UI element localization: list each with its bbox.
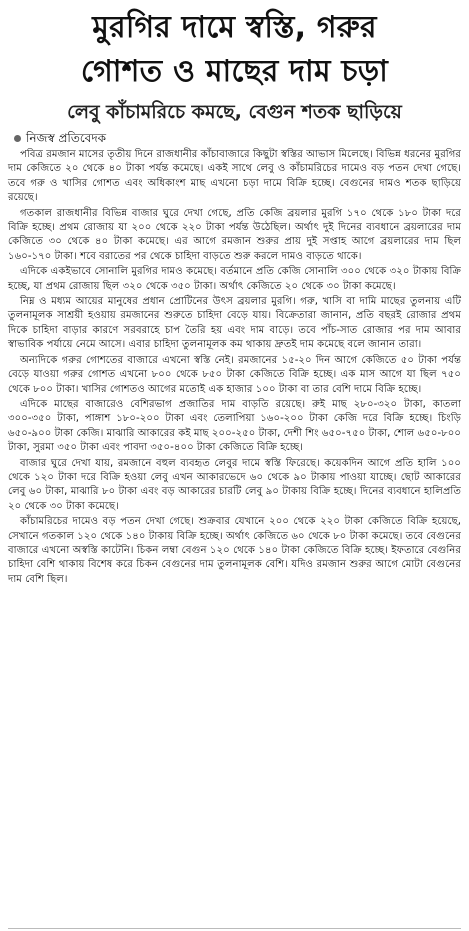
bullet-icon (14, 135, 21, 142)
subheadline: লেবু কাঁচামরিচে কমছে, বেগুন শতক ছাড়িয়ে (67, 101, 402, 123)
headline-line-2: গোশত ও মাছের দাম চড়া (80, 54, 389, 89)
paragraph-5: অন্যদিকে গরুর গোশতের বাজারে এখনো স্বস্তি নেই। রমজানের ১৫-২০ দিন আগে কেজিতে ৫০ টাকা পর্যন্ত বেড়ে যাওয়া গরুর গোশত এখনো ৮০০ থেকে ৮৫০ টাকা কেজিতে বিক্রি হচ্ছে। এক মাস আগে যা ছিল ৭৫০ থেকে ৮০০ টাকা। খাসির গোশতও আগের মতোই এক হাজার ১০০ টাকা বা তার বেশি দামে বিক্রি হচ্ছে। (8, 354, 461, 395)
paragraph-3: এদিকে একইভাবে সোনালি মুরগির দামও কমেছে। বর্তমানে প্রতি কেজি সোনালি ৩০০ থেকে ৩২০ টাকায় বিক্রি হচ্ছে, যা প্রথম রোজায় ছিল ৩২০ থেকে ৩৫০ টাকা। অর্থাৎ কেজিতে ২০ থেকে ৩০ টাকা কমেছে। (8, 266, 461, 292)
paragraph-2: গতকাল রাজধানীর বিভিন্ন বাজার ঘুরে দেখা গেছে, প্রতি কেজি ব্রয়লার মুরগি ১৭০ থেকে ১৮০ টাকা দরে বিক্রি হচ্ছে। প্রথম রোজায় যা ২০০ থেকে ২২০ টাকা পর্যন্ত উঠেছিল। অর্থাৎ দুই দিনের ব্যবধানে ব্রয়লারের দাম কেজিতে ৩০ থেকে ৪০ টাকা কমেছে। এর আগে রমজান শুরুর প্রায় দুই সপ্তাহ আগে ব্রয়লারের দাম ছিল ১৬০-১৭০ টাকা। শবে বরাতের পর থেকে চাহিদা বাড়তে শুরু করলে দামও বাড়তে থাকে। (8, 207, 461, 262)
paragraph-7: বাজার ঘুরে দেখা যায়, রমজানে বহুল ব্যবহৃত লেবুর দামে স্বস্তি ফিরেছে। কয়েকদিন আগে প্রতি হালি ১০০ থেকে ১২০ টাকা দরে বিক্রি হওয়া লেবু এখন আকারভেদে ৬০ থেকে ৯০ টাকায় পাওয়া যাচ্ছে। ছোট আকারের লেবু ৬০ টাকা, মাঝারি ৮০ টাকা এবং বড় আকারের চারটি লেবু ৯০ টাকায় বিক্রি হচ্ছে। দিনের ব্যবধানে হালিপ্রতি ২০ থেকে ৩০ টাকা কমেছে। (8, 457, 461, 512)
byline-text: নিজস্ব প্রতিবেদক (26, 131, 107, 145)
article-body (8, 148, 461, 587)
bottom-divider (8, 928, 461, 929)
paragraph-1: পবিত্র রমজান মাসের তৃতীয় দিনে রাজধানীর কাঁচাবাজারে কিছুটা স্বস্তির আভাস মিলেছে। বিভিন্ন ধরনের মুরগির দাম কেজিতে ২০ থেকে ৪০ টাকা পর্যন্ত কমেছে। একই সাথে লেবু ও কাঁচামরিচের দামেও বড় পতন দেখা গেছে। তবে গরু ও খাসির গোশত এবং অধিকাংশ মাছ এখনো চড়া দামে বিক্রি হচ্ছে। বেগুনের দামও শতক ছাড়িয়ে রয়েছে। (8, 149, 461, 204)
headline-line-1: মুরগির দামে স্বস্তি, গরুর (92, 10, 377, 45)
paragraph-4: নিম্ন ও মধ্যম আয়ের মানুষের প্রধান প্রোটিনের উৎস ব্রয়লার মুরগি। গরু, খাসি বা দামি মাছের তুলনায় এটি তুলনামূলক সাশ্রয়ী হওয়ায় রমজানের শুরুতে চাহিদা বেড়ে যায়। বিক্রেতারা জানান, প্রতি বছরই রোজার প্রথম দিকে চাহিদা বাড়ার কারণে সরবরাহে চাপ তৈরি হয় এবং দাম বাড়ে। তবে পাঁচ-সাত রোজার পর দাম আবার স্বাভাবিক পর্যায়ে নেমে আসে। এবার চাহিদা তুলনামূলক কম থাকায় দ্রুতই দাম কমেছে বলে জানান তারা। (8, 296, 461, 351)
byline (14, 130, 461, 146)
paragraph-8: কাঁচামরিচের দামেও বড় পতন দেখা গেছে। শুক্রবার যেখানে ২০০ থেকে ২২০ টাকা কেজিতে বিক্রি হয়েছে, সেখানে গতকাল ১২০ থেকে ১৪০ টাকায় বিক্রি হচ্ছে। অর্থাৎ কেজিতে ৬০ থেকে ৮০ টাকা কমেছে। তবে বেগুনের বাজারে এখনো অস্বস্তি কাটেনি। চিকন লম্বা বেগুন ১২০ থেকে ১৪০ টাকা কেজিতে বিক্রি হচ্ছে। ইফতারে বেগুনির চাহিদা বেশি থাকায় বিশেষ করে চিকন বেগুনের দাম তুলনামূলক বেশি। যদিও রমজান শুরুর আগে মোটা বেগুনের দাম বেশি ছিল। (8, 516, 461, 585)
paragraph-6: এদিকে মাছের বাজারেও বেশিরভাগ প্রজাতির দাম বাড়তি রয়েছে। রুই মাছ ২৮০-৩২০ টাকা, কাতলা ৩০০-৩৫০ টাকা, পাঙ্গাশ ১৮০-২০০ টাকা এবং তেলাপিয়া ১৬০-২০০ টাকা কেজি দরে বিক্রি হচ্ছে। চিংড়ি ৬৫০-৯০০ টাকা কেজি। মাঝারি আকারের কই মাছ ২০০-২৫০ টাকা, দেশী শিং ৬৫০-৭৫০ টাকা, শোল ৬৫০-৮০০ টাকা, সুরমা ৩৫০ টাকা এবং পাবদা ৩৫০-৪০০ টাকা কেজিতে বিক্রি হচ্ছে। (8, 398, 461, 454)
